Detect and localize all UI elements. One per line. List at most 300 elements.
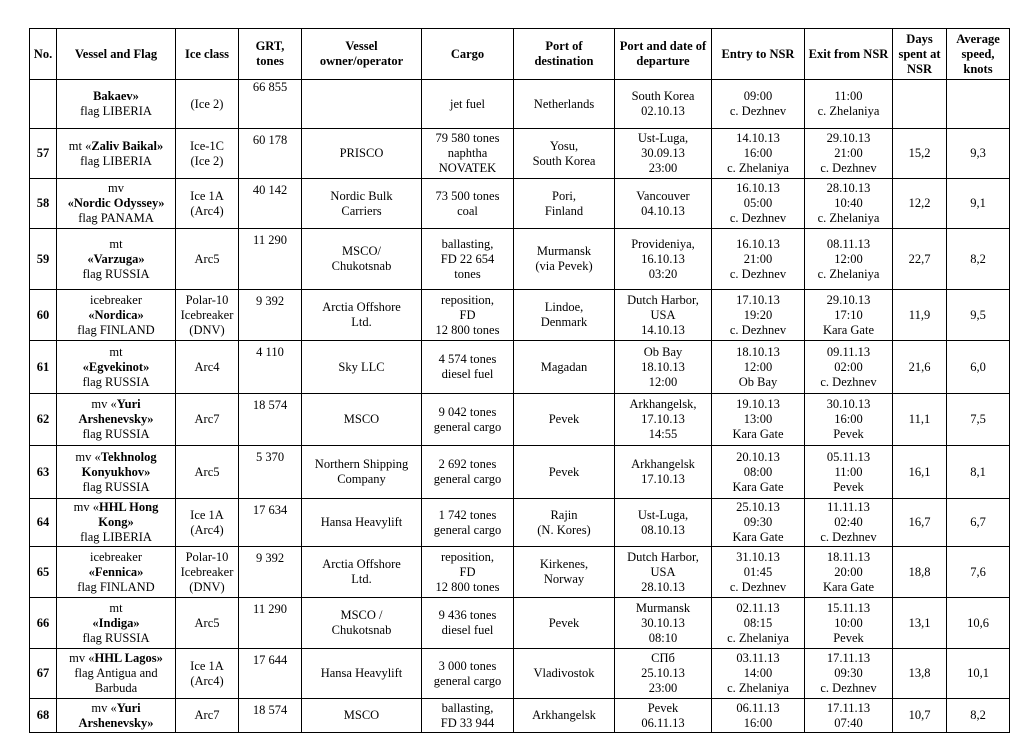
vessel-flag: flag PANAMA [78,211,154,225]
header-row [30,29,1010,80]
cell-destination-line: Kirkenes, [539,557,589,571]
cell-entry-line: 02.11.13 [736,600,780,615]
cell-days: 15,2 [893,129,947,179]
cell-vessel-flag [57,229,176,290]
cell-ice-class-line: Arc5 [194,251,220,266]
cell-destination-line: Pevek [548,615,580,630]
cell-destination-line: Pevek [548,412,580,426]
cell-departure-line: Provideniya, [631,236,695,251]
vessel-flag: flag LIBERIA [80,153,152,168]
cell-owner [302,179,422,229]
cell-vessel-flag [57,547,176,598]
cell-entry-line: 16:00 [743,146,773,160]
cell-cargo [422,341,514,394]
table-row [30,341,1010,394]
cell-exit [805,229,893,290]
cell-exit-line: 30.10.13 [826,397,871,411]
cell-entry-line: 13:00 [743,412,773,426]
cell-days: 16,7 [893,499,947,547]
cell-grt: 17 644 [239,649,302,699]
cell-vessel-flag [57,499,176,547]
cell-destination-line: Rajin [550,507,578,522]
vessel-name: Yuri Arshenevsky» [78,700,154,730]
cell-destination-line: Yosu, [549,138,579,153]
cell-departure [615,394,712,446]
table-row [30,649,1010,699]
vessel-type: mt [109,236,123,251]
cell-exit [805,290,893,341]
cell-ice-class-line: Ice 1A [190,658,224,673]
cell-cargo [422,547,514,598]
cell-departure-line: 08:10 [648,630,678,645]
cell-departure-line: СПб [651,651,675,665]
cell-owner-line: Nordic Bulk [330,188,393,203]
cell-exit [805,179,893,229]
cell-entry-line: Kara Gate [732,530,784,544]
cell-destination [514,699,615,733]
cell-cargo-line: FD 22 654 [440,251,495,266]
cell-entry [712,179,805,229]
vessel-flag: flag FINLAND [77,579,155,594]
cell-destination [514,129,615,179]
cell-destination-line: Norway [543,572,585,586]
cell-owner-line: MSCO [343,708,380,722]
cell-no [30,80,57,129]
table-body [30,80,1010,733]
cell-departure-line: 18.10.13 [641,359,685,374]
cell-cargo [422,179,514,229]
cell-ice-class-line: Polar-10 [185,549,229,564]
cell-days: 13,1 [893,598,947,649]
cell-cargo [422,394,514,446]
cell-destination-line: Arkhangelsk [532,708,596,722]
cell-departure-line: 06.11.13 [641,715,685,730]
cell-ice-class [176,649,239,699]
cell-ice-class-line: (Ice 2) [190,153,224,168]
cell-entry-line: 16:00 [743,715,773,730]
cell-no: 68 [30,699,57,733]
cell-cargo-line: general cargo [433,472,502,486]
cell-ice-class-line: Arc4 [194,359,220,374]
cell-ice-class [176,699,239,733]
cell-vessel-flag [57,649,176,699]
table-row [30,129,1010,179]
cell-days: 18,8 [893,547,947,598]
table-row [30,80,1010,129]
cell-departure-line: Murmansk [635,600,691,615]
cell-days: 22,7 [893,229,947,290]
cell-entry [712,394,805,446]
cell-exit-line: 05.11.13 [826,449,871,464]
cell-exit-line: c. Zhelaniya [817,266,880,281]
table-row [30,547,1010,598]
cell-entry [712,499,805,547]
cell-entry-line: 05:00 [743,196,773,210]
cell-ice-class-line: Arc5 [194,615,220,630]
cell-no: 62 [30,394,57,446]
cell-no: 58 [30,179,57,229]
header-ice-class: Ice class [176,29,239,80]
vessel-name: HHL Lagos» [94,651,163,665]
cell-entry-line: c. Dezhnev [729,579,787,594]
cell-owner-line: PRISCO [339,146,384,160]
cell-departure-line: USA [650,564,676,579]
cell-entry-line: 18.10.13 [736,344,780,359]
cell-exit-line: 20:00 [834,564,863,579]
cell-speed: 7,6 [947,547,1010,598]
vessel-type: mv [108,181,124,195]
vessel-flag: flag Antigua and Barbuda [74,666,158,695]
vessel-flag: flag RUSSIA [82,266,150,281]
cell-grt: 11 290 [239,598,302,649]
cell-ice-class-line: Polar-10 [185,292,229,307]
cell-destination-line: Pevek [548,464,580,479]
cell-cargo [422,80,514,129]
cell-exit-line: c. Dezhnev [820,681,877,695]
cell-exit-line: 12:00 [834,251,863,266]
vessel-flag: flag RUSSIA [82,479,150,494]
cell-owner-line: Carriers [341,203,382,218]
cell-exit [805,598,893,649]
cell-destination-line: (via Pevek) [535,259,593,273]
header-vessel-flag: Vessel and Flag [57,29,176,80]
cell-departure [615,649,712,699]
vessel-type: mv « [73,500,99,514]
cell-exit-line: 09.11.13 [826,344,871,359]
cell-destination-line: Denmark [540,315,588,329]
cell-entry [712,229,805,290]
cell-exit [805,499,893,547]
table-row [30,699,1010,733]
cell-cargo [422,446,514,499]
vessel-type: mv « [91,700,117,715]
cell-cargo [422,699,514,733]
vessel-name: «Nordic Odyssey» [67,196,165,210]
cell-entry-line: 17.10.13 [736,292,780,307]
vessel-flag: flag FINLAND [77,322,155,337]
cell-entry-line: 31.10.13 [736,549,780,564]
cell-departure [615,699,712,733]
cell-owner-line: Ltd. [351,315,372,329]
header-days: Days spent at NSR [893,29,947,80]
cell-cargo-line: 4 574 tones [438,352,497,366]
cell-exit-line: Kara Gate [822,579,874,594]
cell-owner [302,290,422,341]
cell-exit-line: 11:00 [834,464,863,479]
cell-exit-line: Pevek [833,479,864,494]
cell-departure [615,129,712,179]
vessel-type: mt [109,344,123,359]
cell-exit-line: 29.10.13 [826,292,871,307]
cell-owner-line: Hansa Heavylift [320,515,403,529]
cell-departure-line: 12:00 [648,374,678,389]
cell-destination-line: Pori, [552,188,576,203]
cell-vessel-flag [57,699,176,733]
cell-cargo [422,129,514,179]
cell-exit-line: c. Zhelaniya [817,104,880,118]
cell-owner [302,80,422,129]
cell-days: 10,7 [893,699,947,733]
cell-destination-line: Murmansk [536,244,592,258]
cell-destination [514,446,615,499]
cell-days: 16,1 [893,446,947,499]
cell-departure-line: Dutch Harbor, [627,292,699,307]
cell-ice-class [176,80,239,129]
cell-owner-line: Sky LLC [338,359,385,374]
header-cargo: Cargo [422,29,514,80]
cell-vessel-flag [57,179,176,229]
cell-exit-line: c. Dezhnev [820,374,877,389]
cell-cargo-line: FD [459,307,476,322]
cell-departure-line: 30.10.13 [641,615,685,630]
cell-ice-class-line: Ice 1A [190,188,224,203]
cell-departure [615,80,712,129]
vessel-type: icebreaker [89,292,143,307]
cell-grt: 4 110 [239,341,302,394]
header-exit: Exit from NSR [805,29,893,80]
table-row [30,290,1010,341]
cell-grt: 17 634 [239,499,302,547]
cell-owner-line: Company [337,472,386,486]
cell-ice-class-line: Arc5 [194,464,220,479]
cell-no: 57 [30,129,57,179]
cell-destination [514,598,615,649]
cell-cargo [422,499,514,547]
cell-ice-class [176,179,239,229]
cell-entry [712,699,805,733]
cell-exit-line: 09:30 [834,666,863,680]
cell-ice-class-line: Arc7 [194,412,220,426]
cell-no: 63 [30,446,57,499]
cell-ice-class [176,598,239,649]
cell-owner [302,129,422,179]
cell-cargo-line: general cargo [433,673,502,688]
cell-grt: 11 290 [239,229,302,290]
cell-ice-class [176,394,239,446]
cell-entry-line: 25.10.13 [736,500,780,514]
cell-cargo-line: 9 436 tones [438,608,497,622]
cell-owner [302,229,422,290]
cell-no: 59 [30,229,57,290]
cell-owner [302,446,422,499]
cell-departure-line: Ust-Luga, [637,507,689,522]
cell-vessel-flag [57,341,176,394]
cell-entry-line: 08:15 [743,615,773,630]
cell-owner-line: Arctia Offshore [322,557,401,571]
cell-ice-class-line: Arc7 [194,708,220,722]
table-row [30,229,1010,290]
cell-cargo [422,649,514,699]
cell-owner [302,598,422,649]
cell-exit [805,394,893,446]
cell-cargo-line: coal [457,203,478,218]
cell-departure-line: 28.10.13 [641,579,685,594]
cell-exit [805,341,893,394]
vessel-type: mv « [75,449,101,464]
cell-days: 13,8 [893,649,947,699]
header-owner: Vessel owner/operator [302,29,422,80]
cell-cargo-line: jet fuel [449,96,486,111]
cell-exit [805,699,893,733]
cell-days: 12,2 [893,179,947,229]
cell-no: 66 [30,598,57,649]
cell-exit [805,129,893,179]
cell-ice-class-line: Ice 1A [190,507,224,522]
cell-ice-class-line: (DNV) [189,322,225,337]
cell-departure-line: South Korea [631,89,695,103]
cell-entry [712,649,805,699]
cell-entry-line: Ob Bay [738,374,778,389]
cell-destination [514,179,615,229]
cell-exit-line: 08.11.13 [826,236,871,251]
cell-speed: 7,5 [947,394,1010,446]
header-entry: Entry to NSR [712,29,805,80]
vessel-name: «Varzuga» [87,251,145,266]
cell-speed: 6,0 [947,341,1010,394]
cell-exit-line: 07:40 [834,715,863,730]
cell-owner-line: MSCO [343,412,380,426]
cell-entry-line: 16.10.13 [736,181,780,195]
cell-cargo-line: 2 692 tones [438,457,497,471]
cell-entry-line: 08:00 [743,464,773,479]
cell-departure-line: 04.10.13 [641,203,685,218]
cell-departure [615,341,712,394]
cell-entry-line: 01:45 [743,564,773,579]
cell-ice-class-line: Icebreaker [180,307,234,322]
cell-destination [514,499,615,547]
cell-cargo-line: FD 33 944 [440,715,495,730]
cell-entry-line: 19:20 [743,307,773,322]
cell-exit-line: 10:00 [834,615,863,630]
cell-entry [712,341,805,394]
cell-owner-line: MSCO / [340,608,383,622]
cell-entry [712,598,805,649]
cell-owner-line: Northern Shipping [314,457,409,471]
cell-destination-line: South Korea [532,153,596,168]
cell-ice-class [176,129,239,179]
cell-departure-line: Ust-Luga, [637,131,689,145]
cell-entry-line: 21:00 [743,251,773,266]
cell-cargo [422,290,514,341]
cell-departure-line: 23:00 [648,161,678,175]
cell-entry-line: c. Dezhnev [729,266,787,281]
cell-entry [712,129,805,179]
cell-exit [805,446,893,499]
cell-departure-line: 17.10.13 [641,472,685,486]
cell-departure-line: Vancouver [636,188,690,203]
cell-destination-line: Netherlands [533,96,595,111]
header-grt: GRT, tones [239,29,302,80]
cell-exit [805,547,893,598]
cell-exit-line: 02:40 [834,515,863,529]
cell-speed: 8,2 [947,229,1010,290]
cell-speed: 9,3 [947,129,1010,179]
cell-owner-line: Hansa Heavylift [320,666,403,680]
vessel-flag: flag RUSSIA [82,427,150,441]
cell-vessel-flag [57,290,176,341]
cell-destination-line: Finland [544,203,584,218]
cell-exit-line: 16:00 [834,412,863,426]
vessel-name: «Egvekinot» [82,359,150,374]
cell-speed: 10,1 [947,649,1010,699]
cell-days: 11,9 [893,290,947,341]
cell-departure-line: Arkhangelsk, [629,397,697,411]
cell-destination [514,341,615,394]
cell-ice-class-line: (DNV) [189,579,225,594]
cell-entry [712,446,805,499]
cell-ice-class-line: (Arc4) [190,522,224,537]
table-row [30,446,1010,499]
cell-entry-line: c. Dezhnev [729,322,787,337]
table-row [30,394,1010,446]
cell-destination-line: Magadan [540,359,588,374]
cell-owner-line: Chukotsnab [331,259,392,273]
cell-exit-line: c. Zhelaniya [817,211,880,225]
cell-exit-line: 28.10.13 [826,181,871,195]
cell-no: 67 [30,649,57,699]
cell-entry-line: 14.10.13 [736,131,780,145]
cell-ice-class-line: (Arc4) [190,673,224,688]
vessel-name: HHL Hong Kong» [98,500,159,529]
cell-departure-line: 16.10.13 [641,251,685,266]
cell-grt: 18 574 [239,699,302,733]
cell-exit [805,649,893,699]
cell-entry-line: 09:00 [743,89,773,103]
cell-days [893,80,947,129]
vessel-name: «Nordica» [88,307,144,322]
cell-grt: 9 392 [239,547,302,598]
vessel-name: Zaliv Baikal» [91,138,164,153]
cell-entry [712,80,805,129]
cell-cargo-line: naphtha [447,146,488,160]
cell-exit-line: 10:40 [834,196,863,210]
cell-entry [712,290,805,341]
vessel-type: icebreaker [89,549,143,564]
cell-no: 61 [30,341,57,394]
cell-speed: 9,5 [947,290,1010,341]
cell-ice-class-line: Icebreaker [180,564,234,579]
cell-entry-line: 20.10.13 [736,449,780,464]
vessel-name: Bakaev» [93,89,139,103]
cell-departure-line: 14:55 [648,427,678,441]
cell-cargo-line: general cargo [433,522,502,537]
cell-cargo-line: reposition, [440,292,495,307]
cell-entry-line: 09:30 [743,515,773,529]
cell-exit-line: 18.11.13 [826,549,871,564]
cell-entry [712,547,805,598]
cell-entry-line: 16.10.13 [736,236,780,251]
cell-grt: 5 370 [239,446,302,499]
cell-no: 65 [30,547,57,598]
cell-departure-line: 02.10.13 [641,104,685,118]
cell-departure-line: 08.10.13 [641,522,685,537]
cell-vessel-flag [57,394,176,446]
vessel-type: mv « [69,651,95,665]
cell-exit-line: 29.10.13 [826,131,871,145]
vessel-flag: flag RUSSIA [82,374,150,389]
cell-destination [514,547,615,598]
cell-entry-line: Kara Gate [732,479,784,494]
cell-entry-line: c. Zhelaniya [727,161,789,175]
cell-departure-line: 17.10.13 [641,412,685,426]
cell-cargo-line: diesel fuel [441,623,494,637]
header-destination: Port of destination [514,29,615,80]
cell-cargo [422,598,514,649]
nsr-vessel-table [29,28,1010,733]
cell-destination-line: Vladivostok [533,666,595,680]
cell-grt: 40 142 [239,179,302,229]
cell-exit-line: Pevek [833,630,864,645]
